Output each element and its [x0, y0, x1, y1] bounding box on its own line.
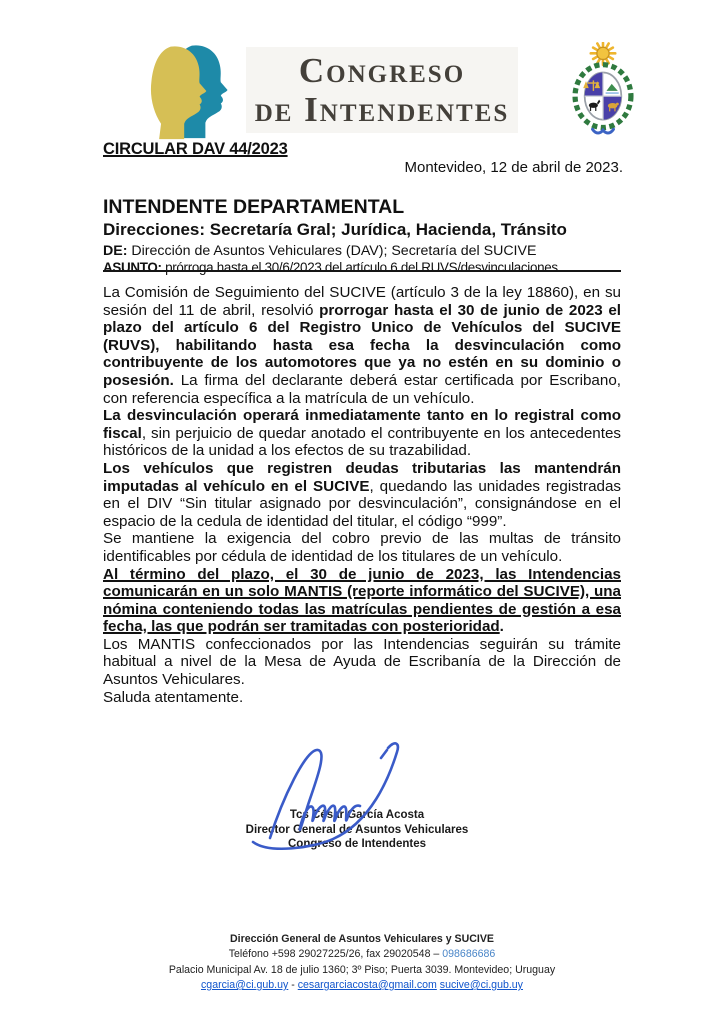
footer-office: Dirección General de Asuntos Vehiculares y SUCIVE [230, 933, 494, 945]
closing-line: Saluda atentamente. [103, 688, 244, 706]
footer-mobile-number: 098686686 [442, 948, 496, 961]
paragraph: Los MANTIS confeccionados por las Intendencias seguirán su trámite habitual a nivel de la Mesa de Ayuda de Escribanía de la Dirección de Asuntos Vehiculares. [103, 635, 621, 689]
dateline: Montevideo, 12 de abril de 2023. [404, 159, 623, 176]
recipient-asunto [103, 260, 621, 275]
footer-phone-line [0, 947, 724, 962]
asunto-value: prórroga hasta el 30/6/2023 del artículo 6 del RUVS/desvinculaciones [161, 260, 558, 275]
recipient-to: INTENDENTE DEPARTAMENTAL [103, 196, 405, 218]
footer-phone-prefix: Teléfono +598 29027225/26, fax 29020548 – [228, 948, 443, 961]
paragraph: La Comisión de Seguimiento del SUCIVE (artículo 3 de la ley 18860), en su sesión del 11 de abril, resolvió prorrogar hasta el 30 de junio de 2023 el plazo del artículo 6 del Registro Unico de Vehículos del SUCIVE (RUVS), habilitando hasta esa fecha la desvinculación como contribuyente de los automotores que ya no estén en su dominio o posesión. La firma del declarante deberá estar certificada por Escribano, con referencia específica a la matrícula de un vehículo. [103, 284, 621, 407]
link-separator: - [288, 978, 298, 991]
uruguay-coat-of-arms-icon [559, 42, 647, 138]
header-divider [103, 270, 621, 272]
org-name [246, 47, 518, 133]
recipient-directions: Direcciones: Secretaría Gral; Jurídica, Hacienda, Tránsito [103, 220, 567, 239]
signature-block [197, 738, 517, 852]
email-link-cgarcia[interactable]: cgarcia@ci.gub.uy [201, 978, 289, 991]
footer-address: Palacio Municipal Av. 18 de julio 1360; 3º Piso; Puerta 3039. Montevideo; Uruguay [168, 963, 556, 976]
signer-name: Tcs César García Acosta [289, 809, 425, 821]
org-name-line2: de Intendentes [254, 90, 510, 129]
de-value: Dirección de Asuntos Vehiculares (DAV); Secretaría del SUCIVE [127, 243, 537, 259]
letterhead-footer [0, 932, 724, 993]
email-link-sucive[interactable]: sucive@ci.gub.uy [439, 978, 523, 991]
recipient-block [103, 196, 621, 275]
letter-body [103, 284, 621, 706]
paragraph: Los vehículos que registren deudas tributarias las mantendrán imputadas al vehículo en el SUCIVE, quedando las unidades registradas en el DIV “Sin titular asignado por desvinculación”, consignándose en el espacio de la cedula de identidad del titular, el código “999”. [103, 459, 621, 530]
org-name-line1: Congreso [298, 51, 466, 90]
circular-number: CIRCULAR DAV 44/2023 [103, 140, 288, 158]
signer-title: Director General de Asuntos Vehiculares [245, 823, 469, 836]
letter-paragraphs [103, 284, 621, 689]
de-label: DE: [103, 243, 128, 259]
email-link-cesargarciacosta[interactable]: cesargarciacosta@gmail.com [297, 978, 437, 991]
paragraph: Se mantiene la exigencia del cobro previo de las multas de tránsito identificables por cédula de identidad de los titulares de un vehículo. [103, 530, 621, 565]
signer-org: Congreso de Intendentes [287, 838, 427, 851]
paragraph: La desvinculación operará inmediatamente tanto en lo registral como fiscal, sin perjuicio de quedar anotado el contribuyente en los antecedentes históricos de la unidad a los efectos de su trazabilidad. [103, 407, 621, 460]
footer-links [0, 978, 724, 993]
asunto-label: ASUNTO: [103, 260, 162, 275]
paragraph: Al término del plazo, el 30 de junio de 2023, las Intendencias comunicarán en un solo MANTIS (reporte informático del SUCIVE), una nómina conteniendo todas las matrículas pendientes de gestión a esa fecha, las que podrán ser tramitadas con posterioridad. [103, 565, 621, 636]
recipient-de [103, 243, 621, 259]
congreso-intendentes-faces-logo [136, 40, 242, 140]
